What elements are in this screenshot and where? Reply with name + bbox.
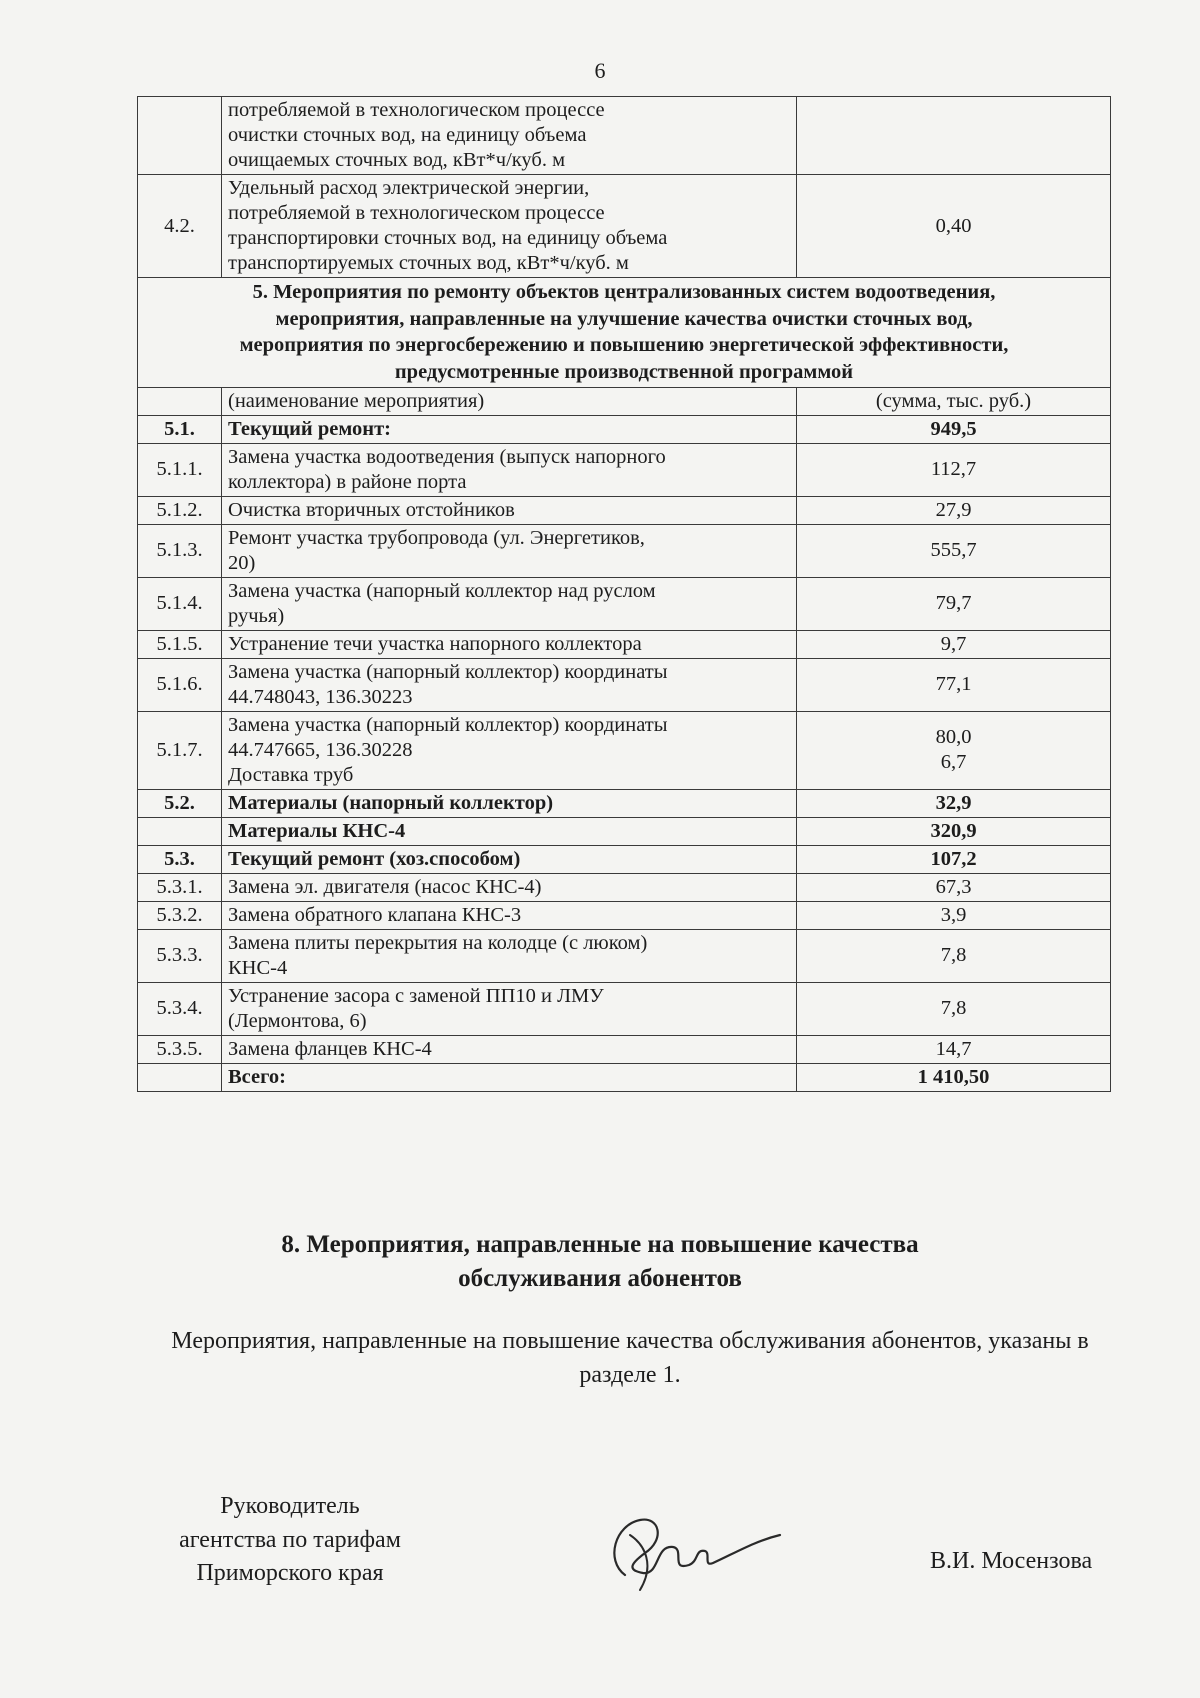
row-value: 67,3 (797, 873, 1111, 901)
row-number: 5.1.2. (138, 496, 222, 524)
row-description: Замена фланцев КНС-4 (222, 1035, 797, 1063)
row-description: Очистка вторичных отстойников (222, 496, 797, 524)
row-value: 555,7 (797, 524, 1111, 577)
row-value: 7,8 (797, 929, 1111, 982)
signature-image (585, 1505, 785, 1600)
row-description: Замена обратного клапана КНС-3 (222, 901, 797, 929)
table-row (138, 577, 1111, 630)
table-row (138, 175, 1111, 278)
table-row (138, 817, 1111, 845)
header-num (138, 387, 222, 415)
row-description: Материалы КНС-4 (222, 817, 797, 845)
row-description: Замена участка (напорный коллектор над руслом ручья) (222, 577, 797, 630)
measures-table (137, 96, 1111, 1092)
row-description: Текущий ремонт: (222, 415, 797, 443)
row-number: 5.1.7. (138, 711, 222, 789)
row-description: Материалы (напорный коллектор) (222, 789, 797, 817)
section-title-row (138, 278, 1111, 388)
row-value: 949,5 (797, 415, 1111, 443)
row-value: 32,9 (797, 789, 1111, 817)
section-5-title: 5. Мероприятия по ремонту объектов централизованных систем водоотведения, мероприятия, направленные на улучшение качества очистки сточных вод, мероприятия по энергосбережению и повышению энергетической эффективности, предусмотренные производственной программой (138, 278, 1111, 388)
row-value: 107,2 (797, 845, 1111, 873)
section-5-rows (138, 415, 1111, 1091)
section-8-text: Мероприятия, направленные на повышение качества обслуживания абонентов, указаны в разделе 1. (171, 1328, 1089, 1388)
column-header-row (138, 387, 1111, 415)
row-number (138, 97, 222, 175)
table-row (138, 929, 1111, 982)
row-value: 27,9 (797, 496, 1111, 524)
row-number: 5.1. (138, 415, 222, 443)
row-value: 112,7 (797, 443, 1111, 496)
row-value (797, 97, 1111, 175)
header-sum: (сумма, тыс. руб.) (797, 387, 1111, 415)
row-value: 9,7 (797, 630, 1111, 658)
signer-position: Руководитель агентства по тарифам Приморского края (179, 1493, 401, 1587)
row-value: 3,9 (797, 901, 1111, 929)
row-number: 5.2. (138, 789, 222, 817)
row-value: 14,7 (797, 1035, 1111, 1063)
row-description: Устранение засора с заменой ПП10 и ЛМУ (Лермонтова, 6) (222, 982, 797, 1035)
table-row (138, 982, 1111, 1035)
table-row (138, 789, 1111, 817)
row-description: Замена участка (напорный коллектор) координаты 44.748043, 136.30223 (222, 658, 797, 711)
table-row (138, 658, 1111, 711)
row-number: 5.1.6. (138, 658, 222, 711)
row-description: Текущий ремонт (хоз.способом) (222, 845, 797, 873)
table-row (138, 1035, 1111, 1063)
row-description: Замена эл. двигателя (насос КНС-4) (222, 873, 797, 901)
table-row (138, 97, 1111, 175)
row-number: 5.3.2. (138, 901, 222, 929)
table-row (138, 845, 1111, 873)
section-8-title: 8. Мероприятия, направленные на повышение качества обслуживания абонентов (281, 1231, 919, 1292)
table-row (138, 524, 1111, 577)
row-description: Удельный расход электрической энергии, потребляемой в технологическом процессе транспортировки сточных вод, на единицу объема транспортируемых сточных вод, кВт*ч/куб. м (222, 175, 797, 278)
row-value: 1 410,50 (797, 1063, 1111, 1091)
row-number: 5.1.4. (138, 577, 222, 630)
table-row (138, 901, 1111, 929)
row-description: Устранение течи участка напорного коллектора (222, 630, 797, 658)
row-number: 5.3.3. (138, 929, 222, 982)
row-number: 5.1.1. (138, 443, 222, 496)
row-number: 5.3.1. (138, 873, 222, 901)
header-name: (наименование мероприятия) (222, 387, 797, 415)
table-row (138, 711, 1111, 789)
row-description: Всего: (222, 1063, 797, 1091)
row-description: потребляемой в технологическом процессе очистки сточных вод, на единицу объема очищаемых сточных вод, кВт*ч/куб. м (222, 97, 797, 175)
row-value: 79,7 (797, 577, 1111, 630)
row-description: Замена участка водоотведения (выпуск напорного коллектора) в районе порта (222, 443, 797, 496)
table-row (138, 873, 1111, 901)
table-row (138, 415, 1111, 443)
row-value: 80,0 6,7 (797, 711, 1111, 789)
row-number: 5.1.5. (138, 630, 222, 658)
signer-name: В.И. Мосензова (930, 1548, 1093, 1574)
row-number (138, 1063, 222, 1091)
row-number: 5.3.4. (138, 982, 222, 1035)
row-description: Замена плиты перекрытия на колодце (с люком) КНС-4 (222, 929, 797, 982)
row-value: 0,40 (797, 175, 1111, 278)
row-description: Замена участка (напорный коллектор) координаты 44.747665, 136.30228 Доставка труб (222, 711, 797, 789)
row-number: 5.1.3. (138, 524, 222, 577)
row-description: Ремонт участка трубопровода (ул. Энергетиков, 20) (222, 524, 797, 577)
row-number: 4.2. (138, 175, 222, 278)
table-row (138, 1063, 1111, 1091)
row-number: 5.3. (138, 845, 222, 873)
table-row (138, 630, 1111, 658)
row-number (138, 817, 222, 845)
table-row (138, 443, 1111, 496)
table-row (138, 496, 1111, 524)
row-value: 7,8 (797, 982, 1111, 1035)
row-number: 5.3.5. (138, 1035, 222, 1063)
row-value: 320,9 (797, 817, 1111, 845)
page-number: 6 (594, 58, 606, 83)
row-value: 77,1 (797, 658, 1111, 711)
